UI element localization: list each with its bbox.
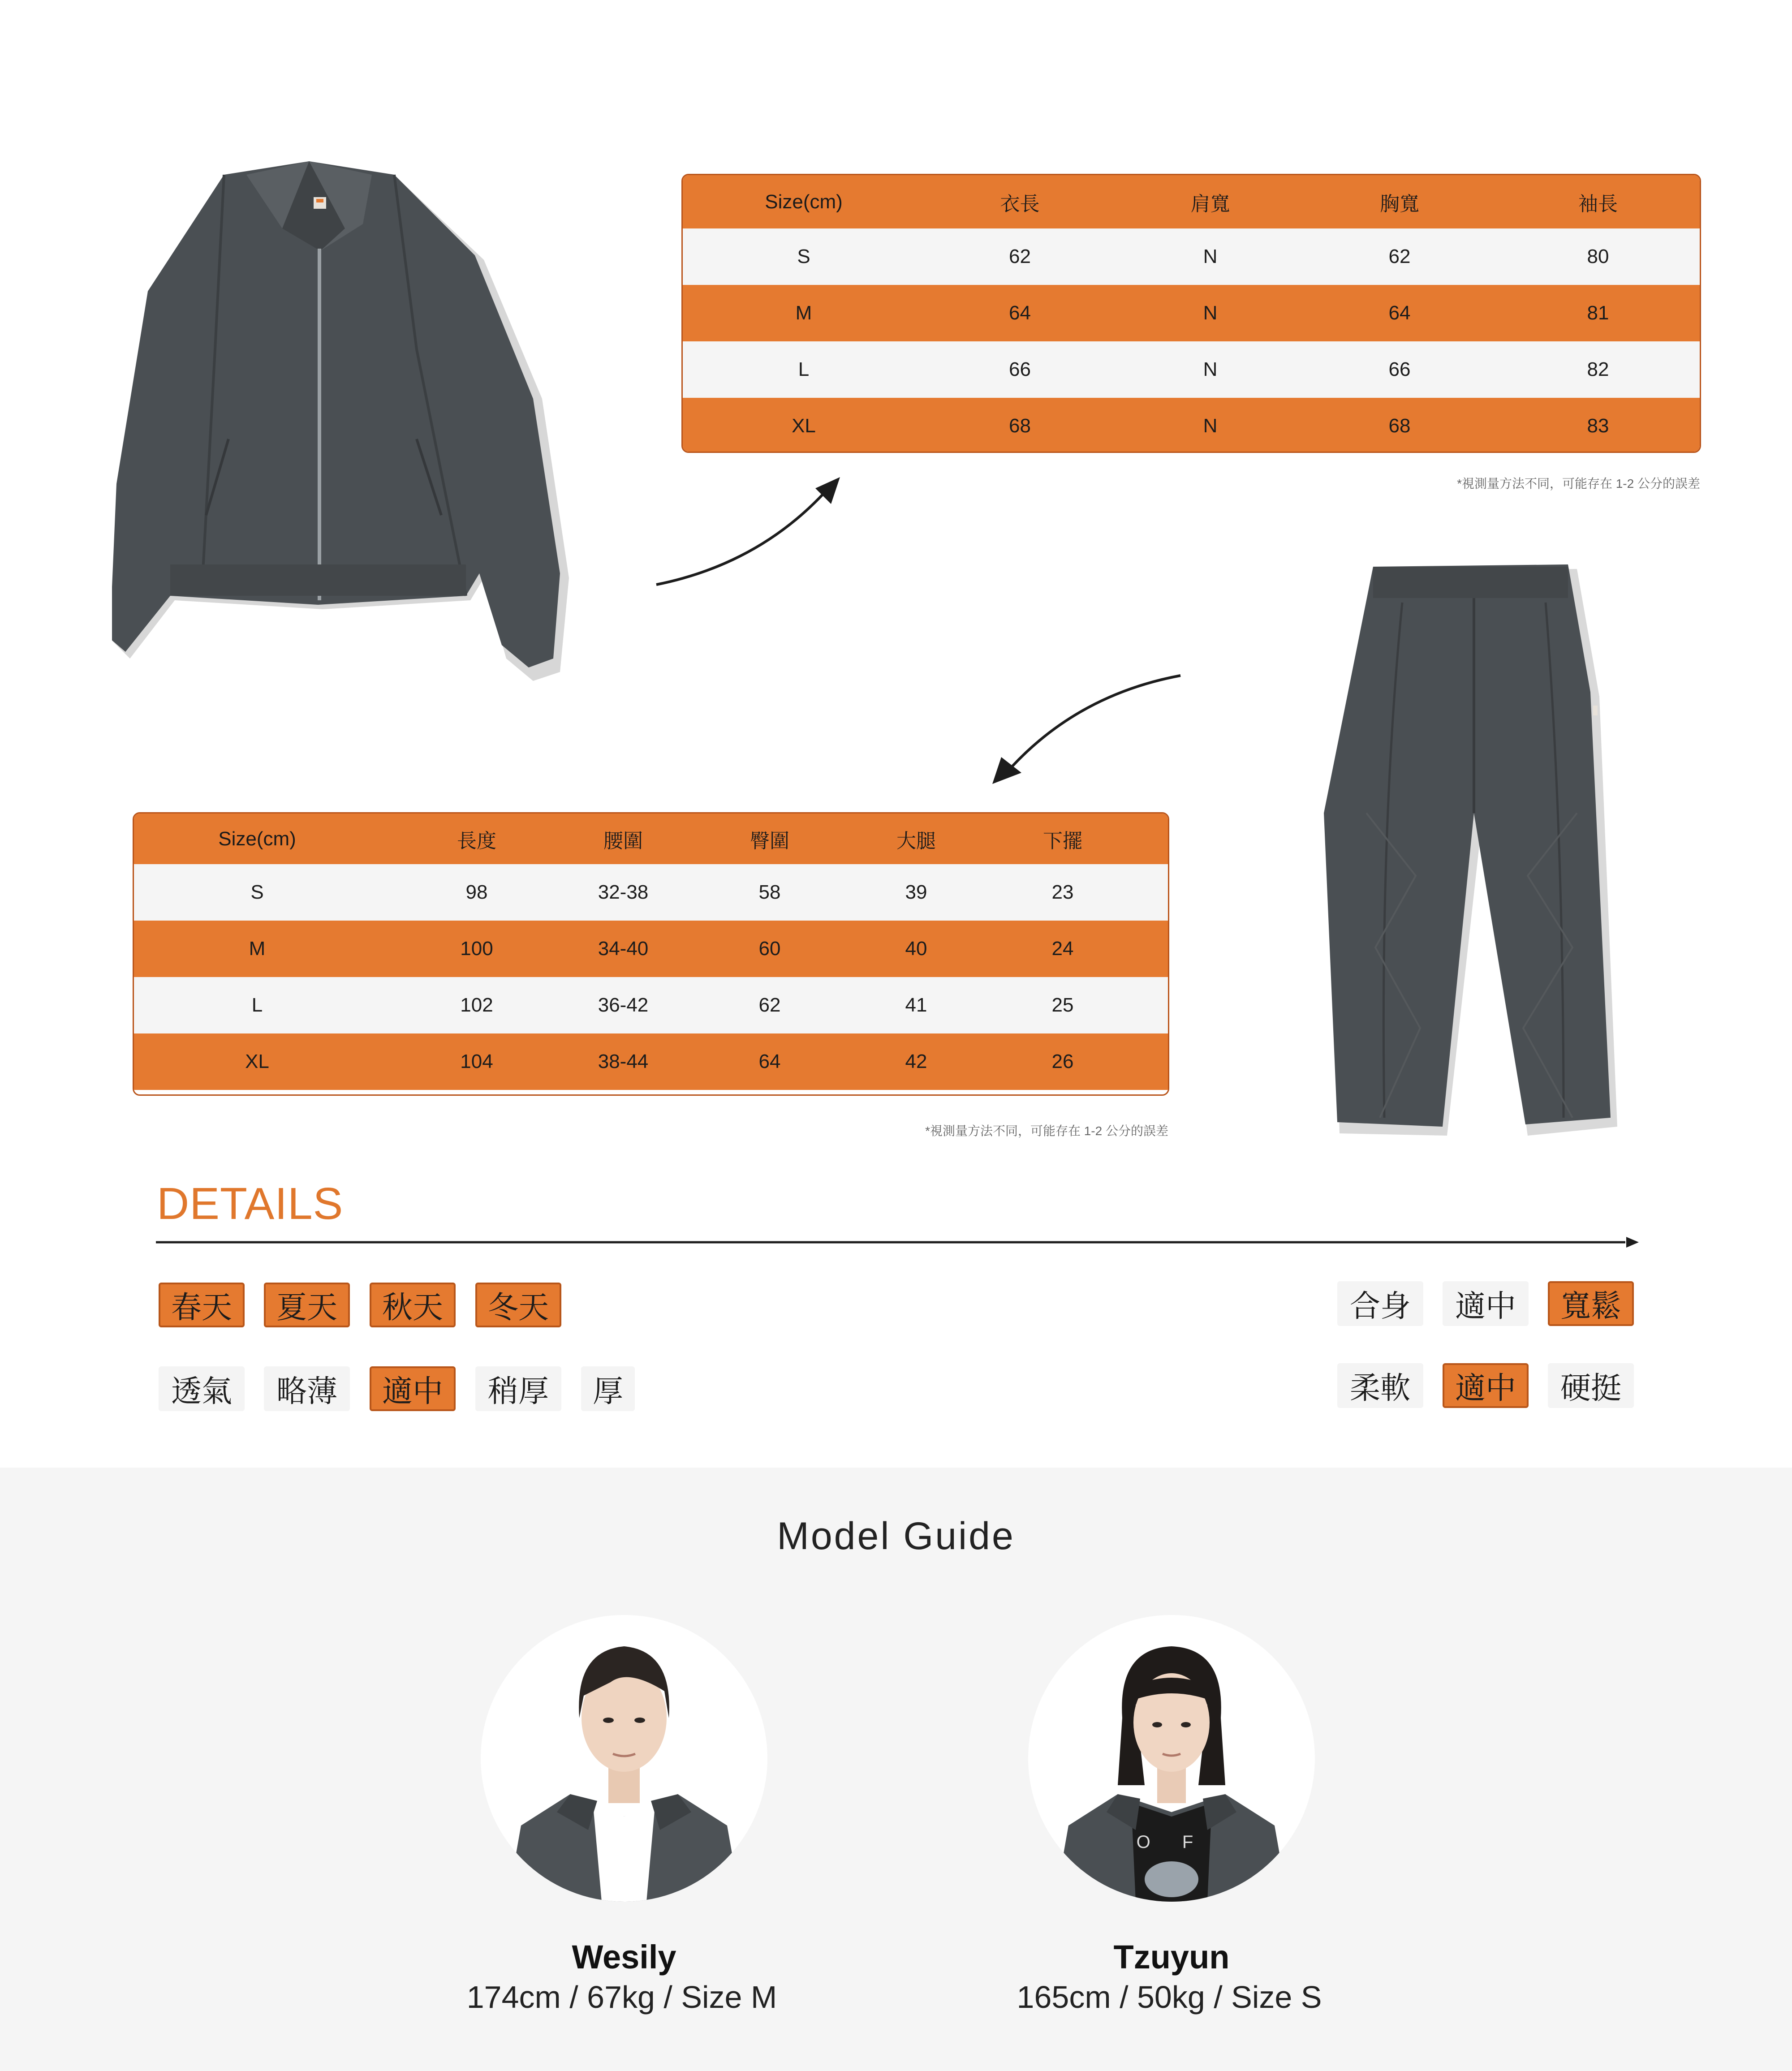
season-tag-spring: 春天 — [159, 1283, 245, 1327]
jacket-cell: 62 — [1009, 245, 1031, 267]
arrow-pants-to-table — [990, 672, 1183, 788]
details-divider-arrow — [156, 1236, 1639, 1249]
table-row — [134, 864, 1168, 921]
season-tag-autumn: 秋天 — [370, 1283, 456, 1327]
model-stats-wesily: 174cm / 67kg / Size M — [466, 1980, 777, 2015]
jacket-size-table — [681, 174, 1701, 453]
table-row — [683, 341, 1700, 398]
pants-header-thigh: 大腿 — [896, 830, 936, 852]
pants-cell: 62 — [758, 994, 781, 1016]
pants-cell: 38-44 — [598, 1051, 649, 1072]
model-avatar-wesily — [481, 1615, 767, 1902]
pants-cell: S — [250, 881, 264, 903]
jacket-header-size: Size(cm) — [765, 190, 843, 213]
jacket-cell: 82 — [1587, 358, 1609, 380]
pants-header-length: 長度 — [457, 830, 496, 852]
table-row — [683, 398, 1700, 453]
pants-cell: 41 — [905, 994, 927, 1016]
jacket-header-sleeve: 袖長 — [1578, 193, 1618, 215]
jacket-cell: L — [798, 358, 810, 380]
pants-image — [1313, 562, 1626, 1140]
jacket-cell: 68 — [1009, 415, 1031, 437]
pants-cell: 100 — [460, 938, 493, 960]
pants-cell: 24 — [1051, 938, 1074, 960]
pants-cell: 58 — [758, 881, 781, 903]
fit-tag-fitted: 合身 — [1337, 1281, 1423, 1326]
pants-cell: 60 — [758, 938, 781, 960]
model-avatar-tzuyun — [1028, 1615, 1315, 1902]
thickness-tag-breathable: 透氣 — [159, 1366, 245, 1411]
model-name-tzuyun: Tzuyun — [1113, 1938, 1230, 1976]
jacket-image — [112, 148, 627, 685]
pants-cell: 39 — [905, 881, 927, 903]
pants-header-hip: 臀圍 — [750, 830, 789, 852]
jacket-header-length: 衣長 — [1000, 193, 1040, 215]
jacket-cell: 62 — [1388, 245, 1411, 267]
jacket-cell: 83 — [1587, 415, 1609, 437]
table-row — [683, 285, 1700, 341]
pants-cell: 64 — [758, 1051, 781, 1072]
pants-cell: 36-42 — [598, 994, 649, 1016]
softness-tag-stiff: 硬挺 — [1548, 1363, 1634, 1408]
jacket-measure-note: *視測量方法不同，可能存在 1-2 公分的誤差 — [1457, 477, 1700, 491]
jacket-table-header — [683, 175, 1700, 228]
softness-tag-medium: 適中 — [1443, 1363, 1529, 1408]
pants-header-size: Size(cm) — [218, 827, 296, 850]
model-guide-title: Model Guide — [777, 1515, 1015, 1558]
model-stats-tzuyun: 165cm / 50kg / Size S — [1017, 1980, 1322, 2015]
pants-cell: 25 — [1051, 994, 1074, 1016]
table-row — [134, 1033, 1168, 1090]
pants-cell: L — [251, 994, 263, 1016]
pants-cell: 32-38 — [598, 881, 649, 903]
pants-header-hem: 下擺 — [1043, 830, 1082, 852]
jacket-cell: XL — [792, 415, 816, 437]
table-row — [134, 921, 1168, 977]
thickness-tag-medium: 適中 — [370, 1366, 456, 1411]
fit-tag-regular: 適中 — [1443, 1281, 1529, 1326]
pants-cell: 102 — [460, 994, 493, 1016]
pants-cell: 23 — [1051, 881, 1074, 903]
pants-cell: 34-40 — [598, 938, 649, 960]
table-row — [134, 977, 1168, 1033]
jacket-header-shoulder: 肩寬 — [1190, 193, 1230, 215]
table-row — [683, 228, 1700, 285]
pants-table-header — [134, 814, 1168, 864]
jacket-cell: N — [1203, 245, 1218, 267]
pants-cell: XL — [245, 1051, 269, 1072]
pants-cell: 26 — [1051, 1051, 1074, 1072]
details-title: DETAILS — [157, 1179, 344, 1229]
pants-cell: 104 — [460, 1051, 493, 1072]
jacket-cell: 66 — [1388, 358, 1411, 380]
jacket-cell: S — [797, 245, 810, 267]
thickness-tag-thin: 略薄 — [264, 1366, 350, 1411]
jacket-cell: 81 — [1587, 302, 1609, 324]
pants-cell: M — [249, 938, 266, 960]
pants-cell: 40 — [905, 938, 927, 960]
pants-header-waist: 腰圍 — [603, 830, 643, 852]
pants-size-table — [133, 812, 1169, 1096]
jacket-cell: N — [1203, 358, 1218, 380]
pants-measure-note: *視測量方法不同，可能存在 1-2 公分的誤差 — [925, 1124, 1168, 1138]
pants-cell: 98 — [465, 881, 488, 903]
pants-cell: 42 — [905, 1051, 927, 1072]
season-tag-summer: 夏天 — [264, 1283, 350, 1327]
jacket-header-chest: 胸寬 — [1380, 193, 1419, 215]
jacket-cell: 66 — [1009, 358, 1031, 380]
softness-tag-soft: 柔軟 — [1337, 1363, 1423, 1408]
jacket-cell: M — [795, 302, 812, 324]
jacket-cell: 64 — [1388, 302, 1411, 324]
fit-tag-loose: 寬鬆 — [1548, 1281, 1634, 1326]
jacket-cell: 64 — [1009, 302, 1031, 324]
arrow-jacket-to-table — [654, 475, 842, 591]
thickness-tag-slightly-thick: 稍厚 — [475, 1366, 561, 1411]
jacket-cell: 80 — [1587, 245, 1609, 267]
jacket-cell: 68 — [1388, 415, 1411, 437]
model-shirt-print: O F — [1136, 1832, 1207, 1852]
jacket-cell: N — [1203, 302, 1218, 324]
jacket-cell: N — [1203, 415, 1218, 437]
thickness-tag-thick: 厚 — [581, 1366, 635, 1411]
season-tag-winter: 冬天 — [475, 1283, 561, 1327]
model-name-wesily: Wesily — [572, 1938, 676, 1976]
